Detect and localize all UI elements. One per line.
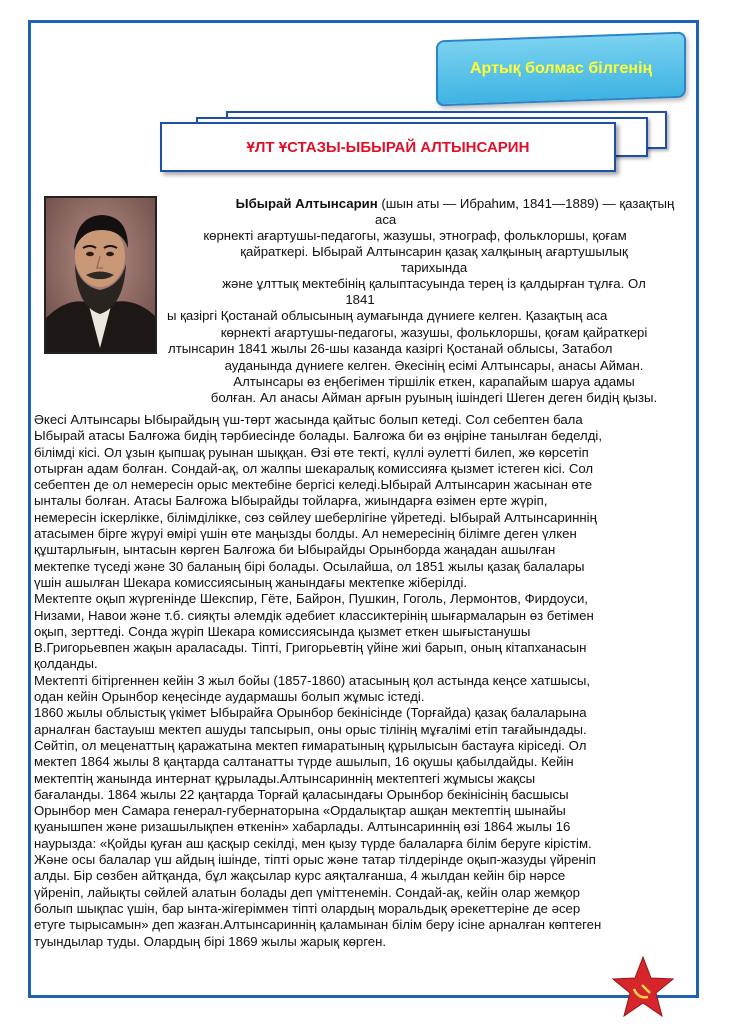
body-line: ынталы болған. Атасы Балғожа Ыбырайды тойларға, жиындарға өзімен ерте жүріп, bbox=[34, 493, 548, 509]
body-line: отырған адам болған. Сондай-ақ, ол жалпы шекаралық комиссияға қызмет істеген кісі. Сол bbox=[34, 460, 594, 476]
intro-line: көрнекті ағартушы-педагогы, жазушы, этнограф, фольклоршы, қоғам bbox=[203, 228, 627, 243]
intro-line: көрнекті ағартушы-педагогы, жазушы, фольклоршы, қоғам қайраткері bbox=[220, 325, 648, 340]
body-line: Сөйтіп, ол меценаттың қаражатына мектеп ғимаратының құрылысын бастауға кіріседі. Ол bbox=[34, 737, 587, 753]
body-line: Әкесі Алтынсары Ыбырайдың үш-төрт жасында қайтыс болып кетеді. Сол себептен бала bbox=[34, 412, 583, 427]
banner-ribbon bbox=[436, 32, 686, 107]
body-line: болып шықпас үшін, бар ынта-жігеріммен тіпті олардың моральдық әрекеттеріне де әсер bbox=[34, 900, 581, 916]
person-name: Ыбырай Алтынсарин bbox=[235, 196, 378, 211]
body-line: Және осы балалар үш айдың ішінде, тіпті орыс және татар тілдерінде оқып-жазуды үйреніп bbox=[34, 852, 596, 868]
body-line: үйреніп, лайықты сөйлей алатын болады деп үміттенемін. Сондай-ақ, кейін олар жемқор bbox=[34, 884, 580, 900]
body-line: одан кейін Орынбор кеңесінде аудармашы болып жұмыс істеді. bbox=[34, 689, 425, 705]
body-line: қуанышпен және ризашылықпен өткенін» хабарлады. Алтынсариннің өзі 1864 жылы 16 bbox=[34, 819, 571, 835]
intro-line: ауданында дүниеге келген. Әкесінің есімі Алтынсары, анасы Айман. bbox=[224, 358, 644, 373]
body-line: Ыбырай атасы Балғожа бидің тәрбиесінде болады. Балғожа би өз өңіріне танылған беделді, bbox=[34, 428, 603, 444]
body-text bbox=[34, 412, 664, 950]
intro-line: 1841 bbox=[345, 292, 375, 307]
body-line: арналған бастауыш мектеп ашуды тапсырып, оны орыс тілінің мұғалімі етіп тағайындады. bbox=[34, 721, 587, 737]
body-line: мектепке түседі және 30 баланың бірі болады. Осылайша, ол 1851 жылы қазақ балалары bbox=[34, 558, 585, 574]
intro-line: тарихында bbox=[400, 260, 468, 275]
intro-line-1 bbox=[190, 196, 720, 212]
body-line: қолданды. bbox=[34, 656, 98, 672]
intro-line: лтынсарин 1841 жылы 26-шы казанда казіргі Қостанай облысы, Затабол bbox=[168, 341, 613, 356]
page-title: ҰЛТ ҰСТАЗЫ-ЫБЫРАЙ АЛТЫНСАРИН bbox=[246, 138, 530, 156]
body-line: 1860 жылы облыстық үкімет Ыбырайға Орынбор бекінісінде (Торғайда) қазақ балаларына bbox=[34, 705, 587, 721]
banner-label: Артық болмас білгенің bbox=[469, 60, 653, 77]
body-line: атасымен бірге жүруі өмірі үшін өте маңызды болды. Ал немересінің білімге деген үлкен bbox=[34, 526, 577, 542]
body-line: оқып, зерттеді. Сонда жүріп Шекара комиссиясында қызмет еткен шығыстанушы bbox=[34, 623, 531, 639]
body-line: наурызда: «Қойды қуған аш қасқыр секілді, мен қызу түрде балаларға білім беруге кірістім. bbox=[34, 835, 592, 851]
body-line: мектептің жанында интернат құрылады.Алтынсариннің мектептегі жұмысы жақсы bbox=[34, 770, 536, 786]
body-line: бағаланды. 1864 жылы 22 қаңтарда Торғай қаласындағы Орынбор бекінісінің басшысы bbox=[34, 786, 569, 802]
intro-line: қайраткері. Ыбырай Алтынсарин қазақ халқының ағартушылық bbox=[240, 244, 628, 259]
intro-line-1-rest: (шын аты — Ибраһим, 1841—1889) — қазақтың bbox=[377, 196, 675, 211]
body-line: етуге тырысамын» деп жазған.Алтынсариннің қаламынан білім беру ісіне арналған көптеген bbox=[34, 917, 602, 933]
body-line: алды. Бір сөзбен айтқанда, бұл жақсылар курс аяқталғанша, 4 жылдан кейін бір нәрсе bbox=[34, 868, 566, 884]
portrait-photo bbox=[44, 196, 157, 354]
body-line: себептен де ол немересін орыс мектебіне бергісі келеді.Ыбырай Алтынсарин жасынан өте bbox=[34, 477, 593, 493]
red-star-icon bbox=[612, 955, 674, 1019]
body-line: туындылар туды. Олардың бірі 1869 жылы жарық көрген. bbox=[34, 933, 387, 949]
body-line: білімді кісі. Ол ұзын қыпшақ руынан шыққан. Өзі өте текті, күллі әулетті билеп, жө көрсетіп bbox=[34, 444, 589, 460]
body-line: мектеп 1864 жылы 8 қаңтарда салтанатты түрде ашылып, 16 оқушы қабылдайды. Кейін bbox=[34, 754, 574, 770]
intro-line: аса bbox=[375, 212, 397, 227]
body-line: Мектепті бітіргеннен кейін 3 жыл бойы (1857-1860) атасының қол астында кеңсе хатшысы, bbox=[34, 672, 591, 688]
body-line: В.Григорьевпен жақын араласады. Тіпті, Григорьевтің үйіне жиі барып, оның кітапханасын bbox=[34, 640, 587, 656]
body-line: құштарлығын, ынтасын көрген Балғожа би Ыбырайды Орынборда жаңадан ашылған bbox=[34, 542, 556, 558]
intro-line: және ұлттық мектебінің қалыптасуында терең із қалдырған тұлға. Ол bbox=[222, 276, 646, 291]
intro-line: ы қазіргі Қостанай облысының аумағында дүниеге келген. Қазақтың аса bbox=[167, 308, 608, 323]
body-line: немересін іскерлікке, білімділікке, сөз сөйлеу шеберлігіне үйретеді. Ыбырай Алтынсариннің bbox=[34, 509, 597, 525]
intro-line: болған. Ал анасы Айман арғын руының ішіндегі Шеген деген бидің қызы. bbox=[210, 390, 658, 405]
intro-line: Алтынсары өз еңбегімен тіршілік еткен, карапайым шаруа адамы bbox=[233, 374, 635, 389]
body-line: Низами, Навои және т.б. сияқты әлемдік әдебиет классиктерінің шығармаларын өз бетімен bbox=[34, 607, 594, 623]
body-line: Орынбор мен Самара генерал-губернаторына «Ордалықтар ашқан мектептің шынайы bbox=[34, 803, 566, 819]
body-line: Мектепте оқып жүргенінде Шекспир, Гёте, Байрон, Пушкин, Гоголь, Лермонтов, Фирдоуси, bbox=[34, 591, 588, 607]
body-line: үшін ашылған Шекара комиссиясының жанындағы мектепке жіберілді. bbox=[34, 574, 468, 590]
title-box bbox=[160, 122, 616, 172]
